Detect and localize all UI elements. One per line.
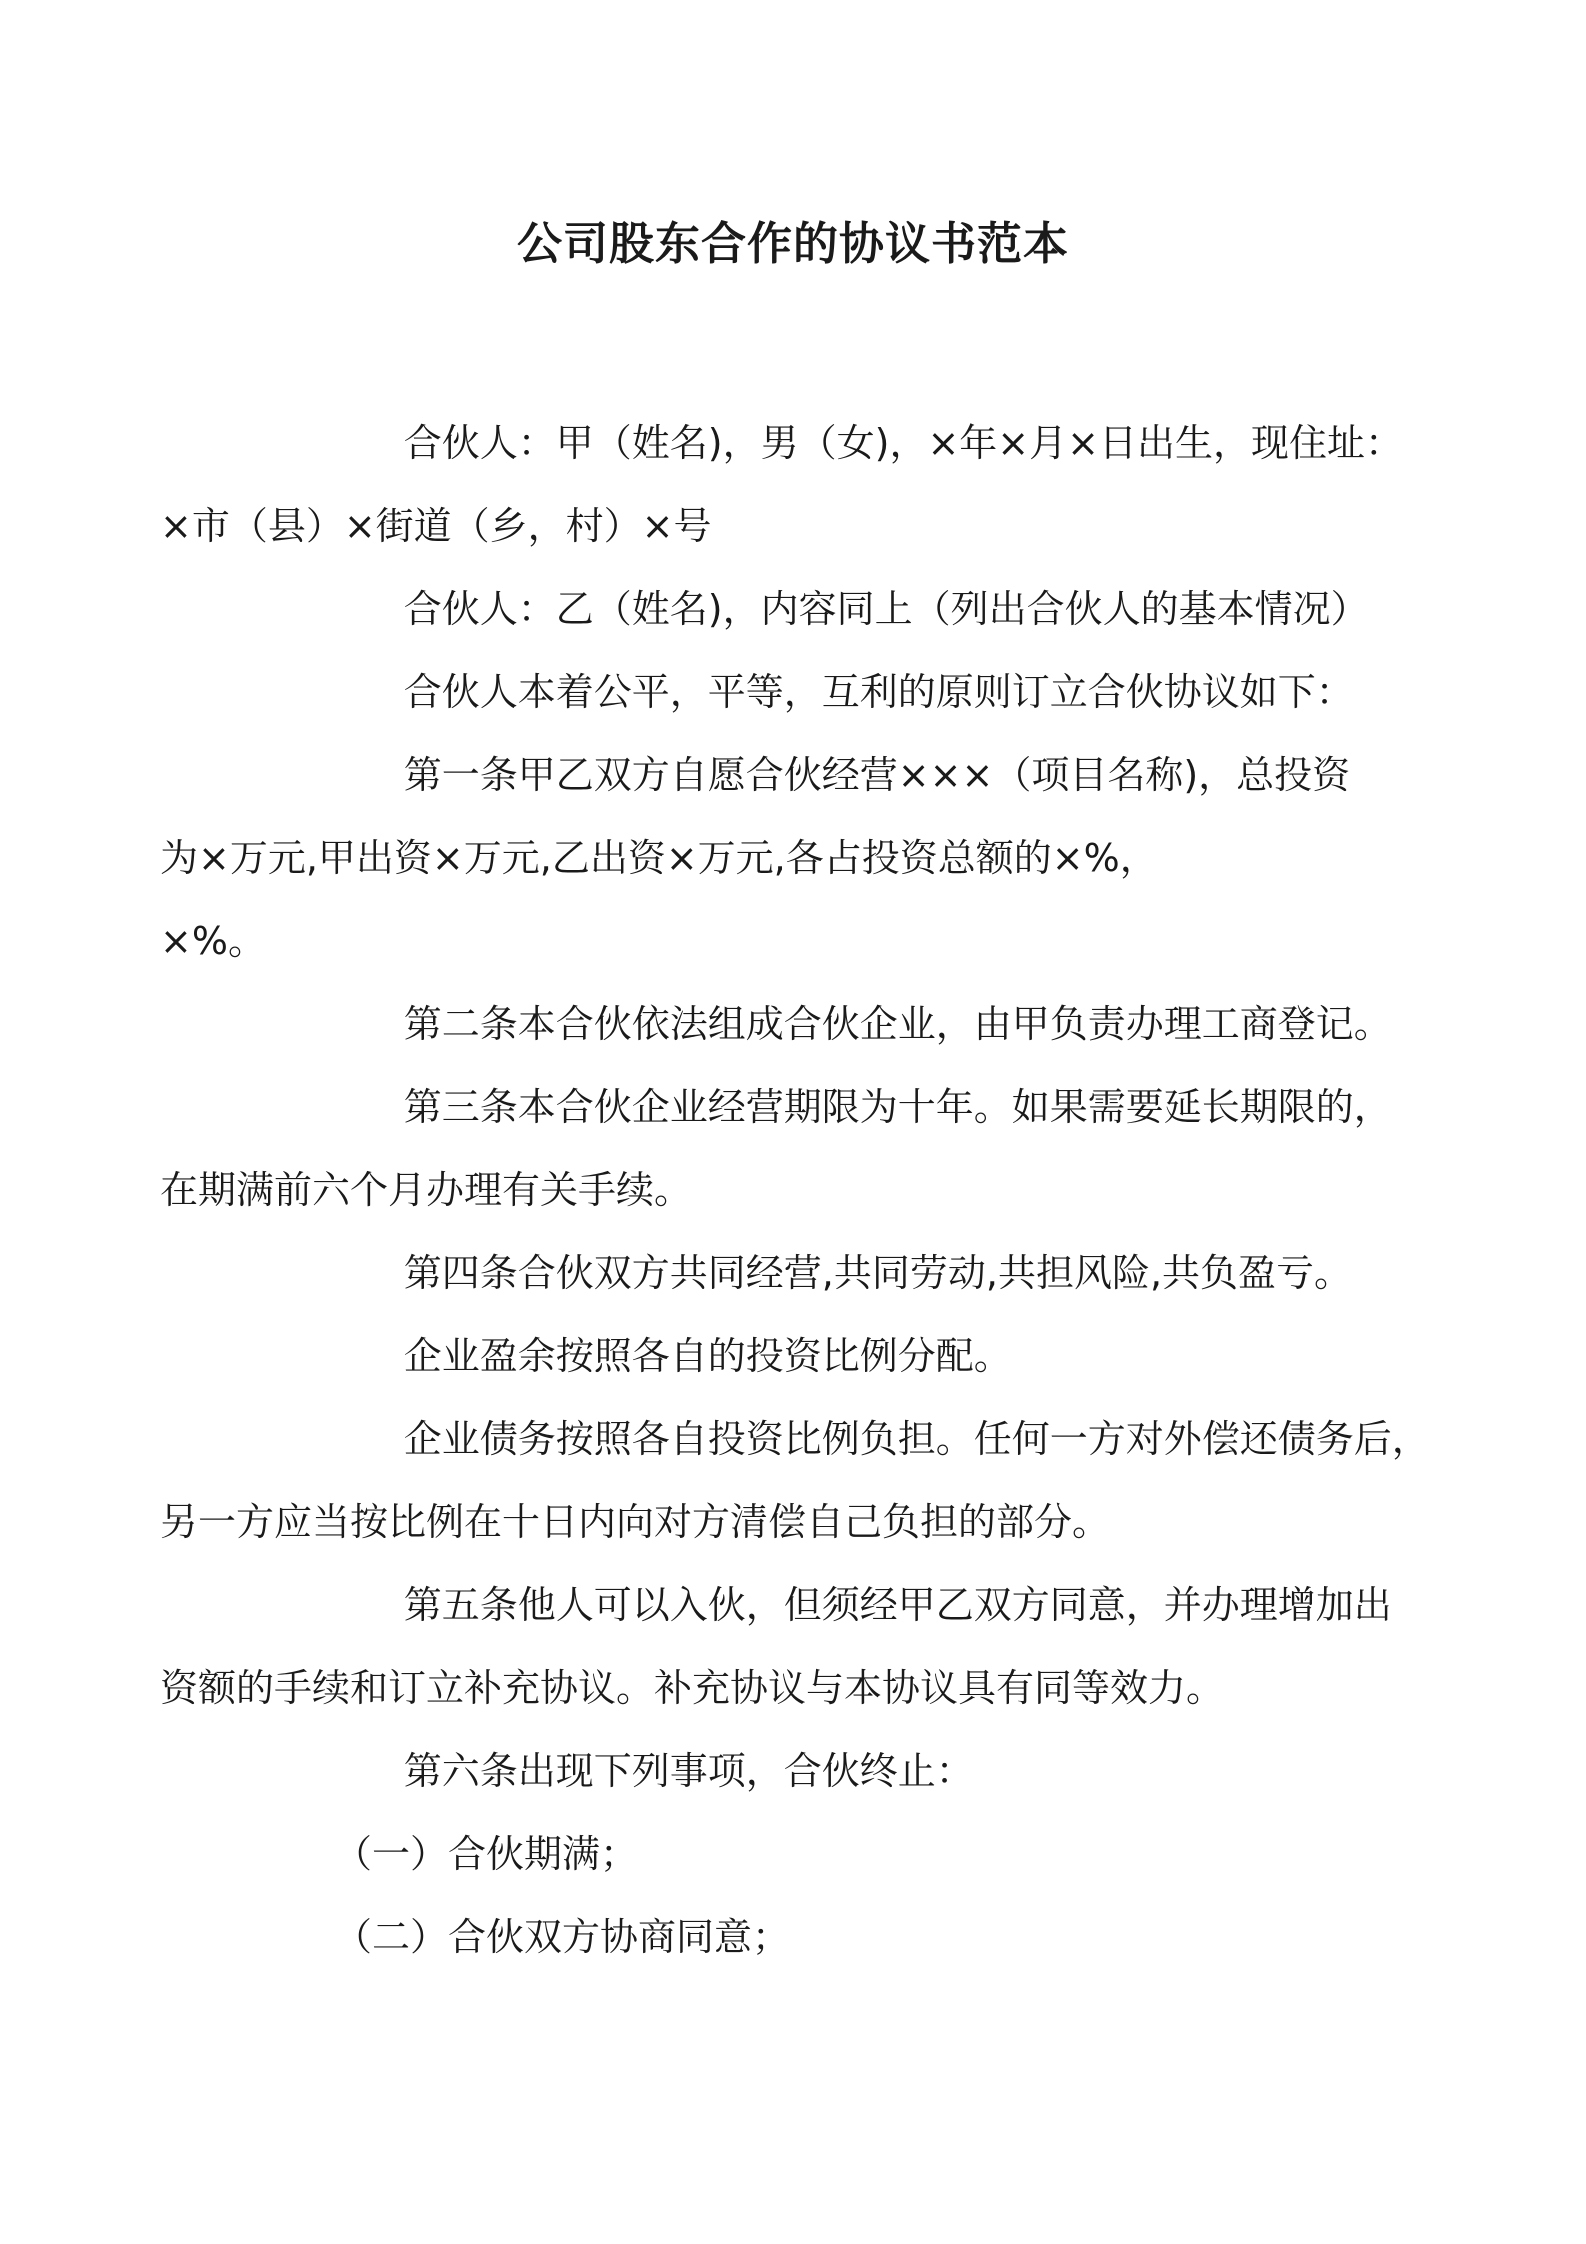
paragraph-line: 另一方应当按比例在十日内向对方清偿自己负担的部分。 — [160, 1500, 1111, 1544]
paragraph-line: 合伙人：甲（姓名)，男（女)，×年×月×日出生，现住址： — [403, 421, 1403, 465]
paragraph-profit — [242, 1315, 1387, 1398]
paragraph-line: 第四条合伙双方共同经营,共同劳动,共担风险,共负盈亏。 — [403, 1251, 1353, 1295]
paragraph-article-5 — [160, 1564, 1392, 1730]
paragraph-article-3 — [160, 1066, 1392, 1232]
paragraph-debt — [160, 1398, 1430, 1564]
paragraph-article-6 — [242, 1730, 1387, 1813]
list-item: （一）合伙期满； — [334, 1832, 639, 1876]
paragraph-article-2 — [242, 983, 1392, 1066]
paragraph-article-1 — [160, 734, 1387, 983]
list-item: （二）合伙双方协商同意； — [334, 1915, 791, 1959]
paragraph-line: 合伙人本着公平，平等，互利的原则订立合伙协议如下： — [403, 670, 1354, 714]
paragraph-line: 为×万元,甲出资×万元,乙出资×万元,各占投资总额的×%， — [160, 836, 1158, 880]
paragraph-line: ×市（县）×街道（乡，村）×号 — [160, 504, 712, 548]
paragraph-article-4 — [242, 1232, 1387, 1315]
paragraph-line: 第二条本合伙依法组成合伙企业，由甲负责办理工商登记。 — [403, 1002, 1392, 1046]
paragraph-line: 第六条出现下列事项，合伙终止： — [403, 1749, 974, 1793]
paragraph-line: 资额的手续和订立补充协议。补充协议与本协议具有同等效力。 — [160, 1666, 1225, 1710]
paragraph-partner-a — [160, 402, 1403, 568]
paragraph-line: 合伙人：乙（姓名)，内容同上（列出合伙人的基本情况） — [403, 587, 1369, 631]
paragraph-principle — [242, 651, 1387, 734]
document-body — [160, 402, 1430, 1979]
paragraph-line: 在期满前六个月办理有关手续。 — [160, 1168, 693, 1212]
paragraph-line: 企业盈余按照各自的投资比例分配。 — [403, 1334, 1012, 1378]
paragraph-partner-b — [242, 568, 1387, 651]
paragraph-line: 企业债务按照各自投资比例负担。任何一方对外偿还债务后， — [403, 1417, 1430, 1461]
paragraph-line: 第五条他人可以入伙，但须经甲乙双方同意，并办理增加出 — [403, 1583, 1392, 1627]
paragraph-line: 第一条甲乙双方自愿合伙经营×××（项目名称)，总投资 — [403, 753, 1351, 797]
document-title: 公司股东合作的协议书范本 — [516, 217, 1069, 270]
paragraph-line: 第三条本合伙企业经营期限为十年。如果需要延长期限的， — [403, 1085, 1392, 1129]
paragraph-line: ×%。 — [160, 919, 266, 963]
